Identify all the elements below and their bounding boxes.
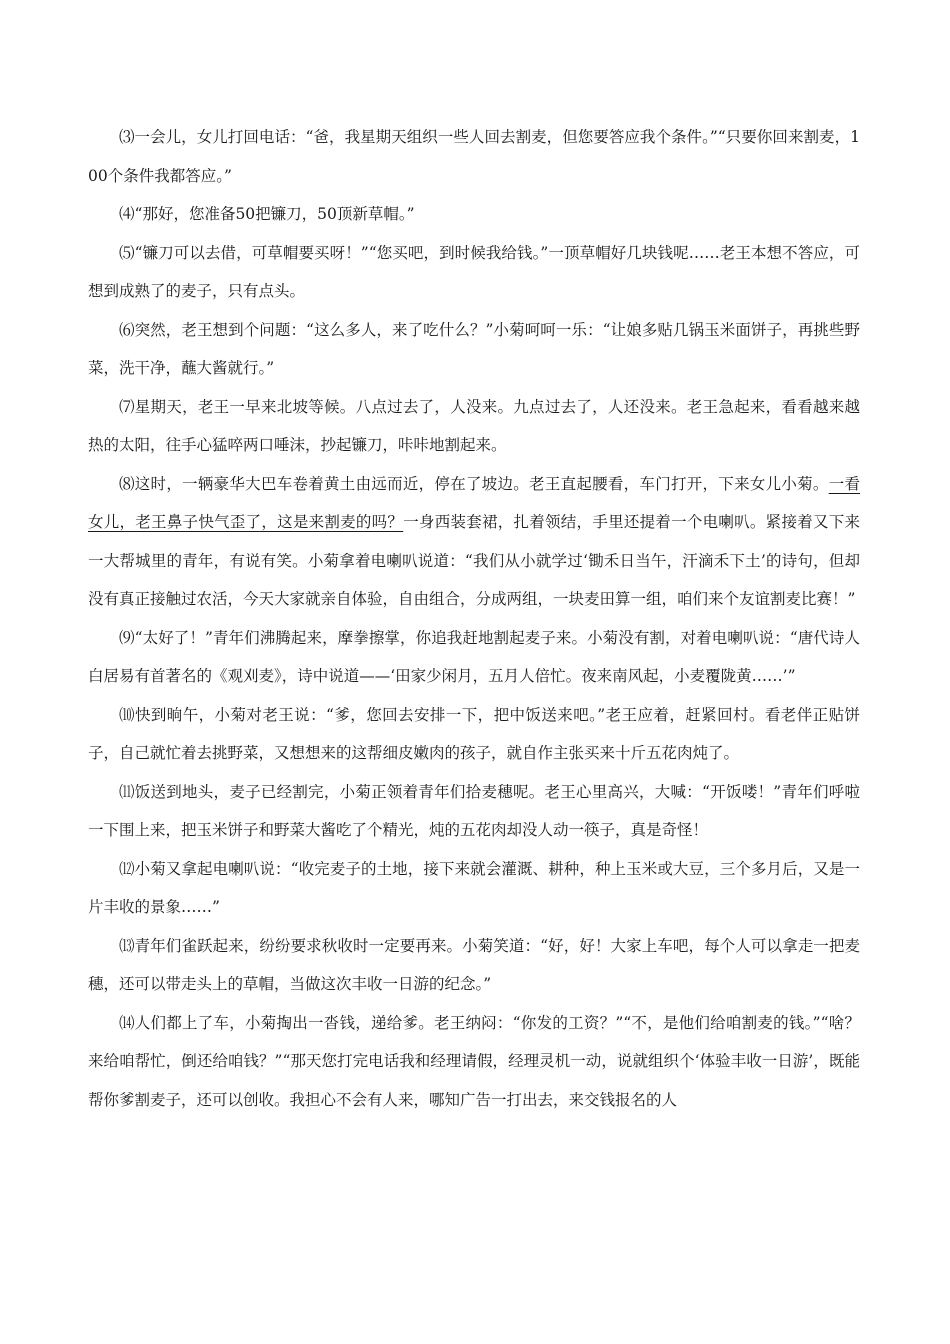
paragraph-10: [88, 696, 860, 773]
paragraph-5: [88, 234, 860, 311]
paragraph-text: 小菊又拿起电喇叭说：“收完麦子的土地，接下来就会灌溉、耕种，种上玉米或大豆，三个多月后，又是一片丰收的景象……”: [88, 859, 860, 916]
paragraph-text: 星期天，老王一早来北坡等候。八点过去了，人没来。九点过去了，人还没来。老王急起来，看看越来越热的太阳，往手心猛啐两口唾沫，抄起镰刀，咔咔地割起来。: [88, 397, 860, 454]
paragraph-text: 人们都上了车，小菊掏出一沓钱，递给爹。老王纳闷：“你发的工资？”“不，是他们给咱割麦的钱。”“啥？来给咱帮忙，倒还给咱钱？”“那天您打完电话我和经理请假，经理灵机一动，说就组织个‘体验丰收一日游’，既能帮你爹割麦子，还可以创收。我担心不会有人来，哪知广告一打出去，来交钱报名的人: [88, 1013, 860, 1109]
paragraph-text: “太好了！”青年们沸腾起来，摩拳擦掌，你追我赶地割起麦子来。小菊没有割，对着电喇叭说：“唐代诗人白居易有首著名的《观刈麦》，诗中说道——‘田家少闲月，五月人倍忙。夜来南风起，小麦覆陇黄……’”: [88, 628, 860, 685]
paragraph-number: ⑹: [119, 320, 135, 339]
paragraph-4: [88, 195, 860, 234]
underlined-sentence: 一看女儿，老王鼻子快气歪了，这是来割麦的吗？: [88, 474, 860, 531]
paragraph-text: 青年们雀跃起来，纷纷要求秋收时一定要再来。小菊笑道：“好，好！大家上车吧，每个人可以拿走一把麦穗，还可以带走头上的草帽，当做这次丰收一日游的纪念。”: [88, 936, 860, 993]
paragraph-text: “镰刀可以去借，可草帽要买呀！”“您买吧，到时候我给钱。”一顶草帽好几块钱呢……老王本想不答应，可想到成熟了的麦子，只有点头。: [88, 243, 860, 300]
paragraph-text: 突然，老王想到个问题：“这么多人，来了吃什么？”小菊呵呵一乐：“让娘多贴几锅玉米面饼子，再挑些野菜，洗干净，蘸大酱就行。”: [88, 320, 860, 377]
story-body: [88, 118, 860, 1119]
paragraph-11: [88, 773, 860, 850]
paragraph-text: 一会儿，女儿打回电话：“爸，我星期天组织一些人回去割麦，但您要答应我个条件。”“只要你回来割麦，100个条件我都答应。”: [88, 128, 860, 185]
paragraph-number: ⑼: [119, 628, 135, 647]
paragraph-text: 饭送到地头，麦子已经割完，小菊正领着青年们拾麦穗呢。老王心里高兴，大喊：“开饭喽！”青年们呼啦一下围上来，把玉米饼子和野菜大酱吃了个精光，炖的五花肉却没人动一筷子，真是奇怪！: [88, 782, 860, 839]
paragraph-number: ⑾: [119, 782, 135, 801]
paragraph-3: [88, 118, 860, 195]
paragraph-number: ⒁: [119, 1013, 135, 1032]
paragraph-7: [88, 388, 860, 465]
paragraph-number: ⒀: [119, 936, 135, 955]
paragraph-number: ⑶: [119, 128, 135, 146]
paragraph-text: 快到晌午，小菊对老王说：“爹，您回去安排一下，把中饭送来吧。”老王应着，赶紧回村。看老伴正贴饼子，自己就忙着去挑野菜，又想想来的这帮细皮嫩肉的孩子，就自作主张买来十斤五花肉炖了。: [88, 705, 860, 762]
paragraph-number: ⑻: [119, 474, 135, 493]
paragraph-number: ⑷: [119, 205, 135, 223]
paragraph-12: [88, 850, 860, 927]
paragraph-9: [88, 619, 860, 696]
paragraph-number: ⑿: [119, 859, 135, 878]
paragraph-14: [88, 1004, 860, 1120]
paragraph-number: ⑸: [119, 243, 135, 262]
paragraph-text: 这时，一辆豪华大巴车卷着黄土由远而近，停在了坡边。老王直起腰看，车门打开，下来女儿小菊。: [134, 474, 829, 493]
paragraph-6: [88, 311, 860, 388]
paragraph-number: ⑽: [119, 705, 135, 724]
paragraph-number: ⑺: [119, 397, 135, 416]
paragraph-text: “那好，您准备50把镰刀，50顶新草帽。”: [134, 205, 415, 223]
paragraph-8: [88, 465, 860, 619]
paragraph-13: [88, 927, 860, 1004]
paragraph-text-continued: 一身西装套裙，扎着领结，手里还提着一个电喇叭。紧接着又下来一大帮城里的青年，有说有笑。小菊拿着电喇叭说道：“我们从小就学过‘锄禾日当午，汗滴禾下土’的诗句，但却没有真正接触过农活，今天大家就亲自体验，自由组合，分成两组，一块麦田算一组，咱们来个友谊割麦比赛！”: [88, 513, 860, 608]
